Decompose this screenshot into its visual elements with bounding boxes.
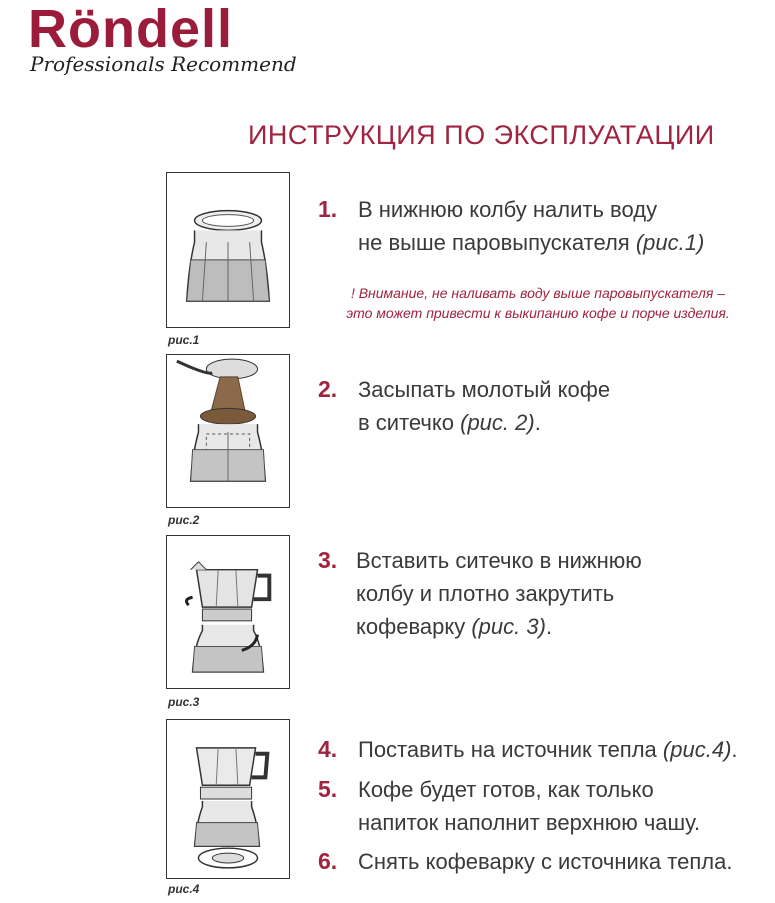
figure-1-caption: рис.1 (168, 333, 200, 347)
step-5 (318, 773, 700, 839)
brand-tagline: Professionals Recommend (30, 52, 297, 76)
figure-reference: (рис. 2) (460, 410, 535, 435)
step-6 (318, 845, 732, 878)
figure-reference: (рис. 3) (471, 614, 546, 639)
brand-logo (28, 2, 298, 82)
step-text: не выше паровыпускателя (358, 230, 630, 255)
step-punct: . (731, 737, 738, 762)
step-text: в ситечко (358, 410, 454, 435)
figure-reference: (рис.4) (662, 737, 732, 762)
step-text: Поставить на источник тепла (358, 737, 657, 762)
step-3 (318, 544, 642, 643)
warning-line: это может привести к выкипанию кофе и порче изделия. (346, 305, 730, 321)
step-punct: . (534, 410, 541, 435)
step-text: напиток наполнит верхнюю чашу. (358, 810, 701, 835)
step-number: 1. (318, 196, 338, 222)
step-1 (318, 193, 704, 259)
step-text: Снять кофеварку с источника тепла. (358, 849, 733, 874)
figure-3-illustration (166, 535, 290, 689)
step-number: 6. (318, 848, 338, 874)
warning-line: ! Внимание, не наливать воду выше паровыпускателя – (350, 285, 726, 301)
step-text: Вставить ситечко в нижнюю (356, 548, 642, 573)
figure-1-illustration (166, 172, 290, 328)
step-number: 3. (318, 547, 338, 573)
step-2 (318, 373, 610, 439)
step-text: Кофе будет готов, как только (358, 777, 654, 802)
figure-2-caption: рис.2 (168, 513, 200, 527)
page-title: ИНСТРУКЦИЯ ПО ЭКСПЛУАТАЦИИ (248, 120, 715, 150)
step-number: 4. (318, 736, 338, 762)
step-number: 2. (318, 376, 338, 402)
figure-3-caption: рис.3 (168, 695, 200, 709)
step-text: колбу и плотно закрутить (356, 581, 615, 606)
brand-name: Röndell (28, 0, 233, 59)
step-text: кофеварку (356, 614, 466, 639)
step-4 (318, 733, 738, 766)
figure-2-illustration (166, 354, 290, 508)
step-number: 5. (318, 776, 338, 802)
step-text: В нижнюю колбу налить воду (358, 197, 658, 222)
step-punct: . (545, 614, 553, 639)
warning-note (318, 283, 758, 323)
step-text: Засыпать молотый кофе (358, 377, 611, 402)
figure-4-illustration (166, 719, 290, 879)
figure-4-caption: рис.4 (168, 882, 200, 896)
figure-reference: (рис.1) (635, 230, 705, 255)
